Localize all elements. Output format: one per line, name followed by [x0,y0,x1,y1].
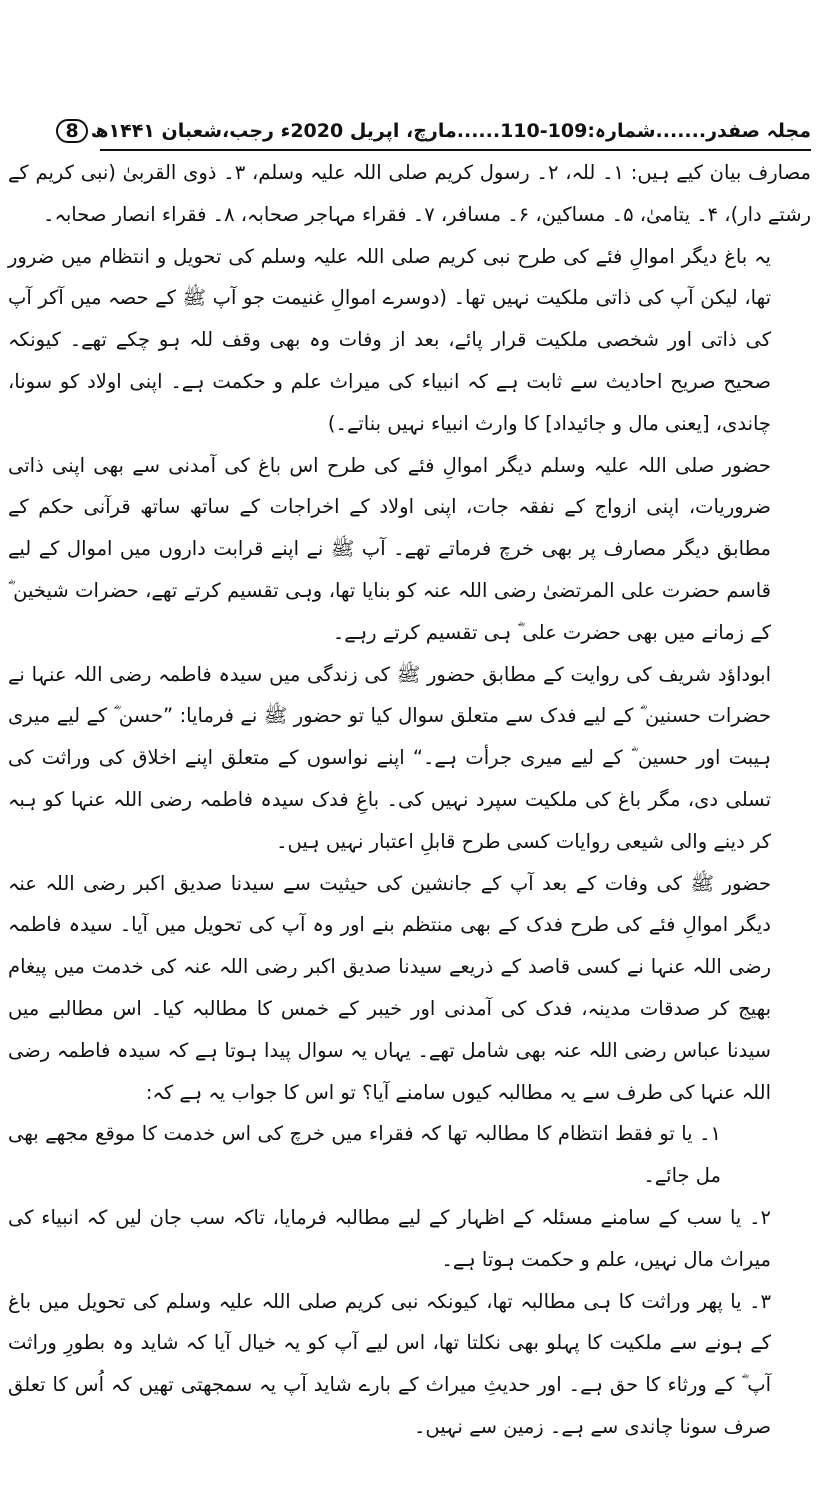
list-item-1: ۱۔ یا تو فقط انتظام کا مطالبہ تھا کہ فقراء میں خرچ کی اس خدمت کا موقع مجھے بھی مل جائے۔ [8,1122,721,1188]
hijri-date: ء رجب،شعبان ۱۴۴۱ھ [90,120,291,142]
paragraph-garden-ownership: یہ باغ دیگر اموالِ فئے کی طرح نبی کریم صلی اللہ علیہ وسلم کی تحویل و انتظام میں ضرور تھا، لیکن آپ کی ذاتی ملکیت نہیں تھا۔ (دوسرے اموالِ غنیمت جو آپ ﷺ کے حصہ میں آکر آپ کی ذاتی اور شخصی ملکیت قرار پائے، بعد از وفات وہ بھی وقف للہ ہو چکے تھے۔ کیونکہ صحیح صریح احادیث سے ثابت ہے کہ انبیاء کی میراث علم و حکمت ہے۔ اپنی اولاد کو سونا، چاندی، [یعنی مال و جائیداد] کا وارث انبیاء نہیں بناتے۔) [8,244,771,435]
magazine-name: مجلہ صفدر [706,120,811,142]
page-number: 8 [56,119,87,143]
month-names: مارچ، اپریل [349,120,457,142]
article-body [8,152,811,1492]
list-item-2: ۲۔ یا سب کے سامنے مسئلہ کے اظہار کے لیے مطالبہ فرمایا، تاکہ سب جان لیں کہ انبیاء کی میراث مال نہیں، علم و حکمت ہوتا ہے۔ [8,1205,771,1271]
year: 2020 [290,120,344,142]
paragraph-after-demise: حضور ﷺ کی وفات کے بعد آپ کے جانشین کی حیثیت سے سیدنا صدیق اکبر رضی اللہ عنہ دیگر اموالِ فئے کی طرح فدک کے بھی منتظم بنے اور وہ آپ کی تحویل میں آیا۔ سیدہ فاطمہ رضی اللہ عنہا نے کسی قاصد کے ذریعے سیدنا صدیق اکبر رضی اللہ عنہ کی خدمت میں پیغام بھیج کر صدقات مدینہ، فدک کی آمدنی اور خیبر کے خمس کا مطالبہ کیا۔ اس مطالبے میں سیدنا عباس رضی اللہ عنہ بھی شامل تھے۔ یہاں یہ سوال پیدا ہوتا ہے کہ سیدہ فاطمہ رضی اللہ عنہا کی طرف سے یہ مطالبہ کیوں سامنے آیا؟ تو اس کا جواب یہ ہے کہ: [8,871,771,1104]
issue-label: شمارہ: [587,120,656,142]
list-item-3: ۳۔ یا پھر وراثت کا ہی مطالبہ تھا، کیونکہ نبی کریم صلی اللہ علیہ وسلم کی تحویل میں باغ کے ہونے سے ملکیت کا پہلو بھی نکلتا تھا، اس لیے آپ کو یہ خیال آیا کہ شاید وہ بطورِ وراثت آپ ؓ کے ورثاء کا حق ہے۔ اور حدیثِ میراث کے بارے شاید آپ یہ سمجھتی تھیں کہ اُس کا تعلق صرف سونا چاندی سے ہے۔ زمین سے نہیں۔ [8,1289,771,1438]
paragraph-abu-dawud: ابوداؤد شریف کی روایت کے مطابق حضور ﷺ کی زندگی میں سیدہ فاطمہ رضی اللہ عنہا نے حضرات حسنین ؓ کے لیے فدک سے متعلق سوال کیا تو حضور ﷺ نے فرمایا: ”حسن ؓ کے لیے میری ہیبت اور حسین ؓ کے لیے میری جرأت ہے۔“ اپنے نواسوں کے متعلق اپنے اخلاق کی وراثت کی تسلی دی، مگر باغ کی ملکیت سپرد نہیں کی۔ باغِ فدک سیدہ فاطمہ رضی اللہ عنہا کو ہبہ کر دینے والی شیعی روایات کسی طرح قابلِ اعتبار نہیں ہیں۔ [8,662,771,853]
issue-number: 109-110 [500,120,588,142]
header-rule [100,149,811,151]
running-header: مجلہ صفدر.......شمارہ:109-110......مارچ، اپریل 2020ء رجب،شعبان ۱۴۴۱ھ8 [100,116,811,146]
paragraph-expenses-list: مصارف بیان کیے ہیں: ۱۔ للہ، ۲۔ رسول کریم صلی اللہ علیہ وسلم، ۳۔ ذوی القربیٰ (نبی کریم کے رشتے دار)، ۴۔ یتامیٰ، ۵۔ مساکین، ۶۔ مسافر، ۷۔ فقراء مہاجر صحابہ، ۸۔ فقراء انصار صحابہ۔ [8,161,811,226]
paragraph-garden-income: حضور صلی اللہ علیہ وسلم دیگر اموالِ فئے کی طرح اس باغ کی آمدنی سے بھی اپنی ذاتی ضروریات، اپنی ازواج کے نفقہ جات، اپنی اولاد کے اخراجات کے ساتھ ساتھ قرآنی حکم کے مطابق دیگر مصارف پر بھی خرچ فرماتے تھے۔ آپ ﷺ نے اپنے قرابت داروں میں اموال کے لیے قاسم حضرت علی المرتضیٰ رضی اللہ عنہ کو بنایا تھا، وہی تقسیم کرتے تھے، حضرات شیخین ؓ کے زمانے میں بھی حضرت علی ؓ ہی تقسیم کرتے رہے۔ [8,453,771,644]
